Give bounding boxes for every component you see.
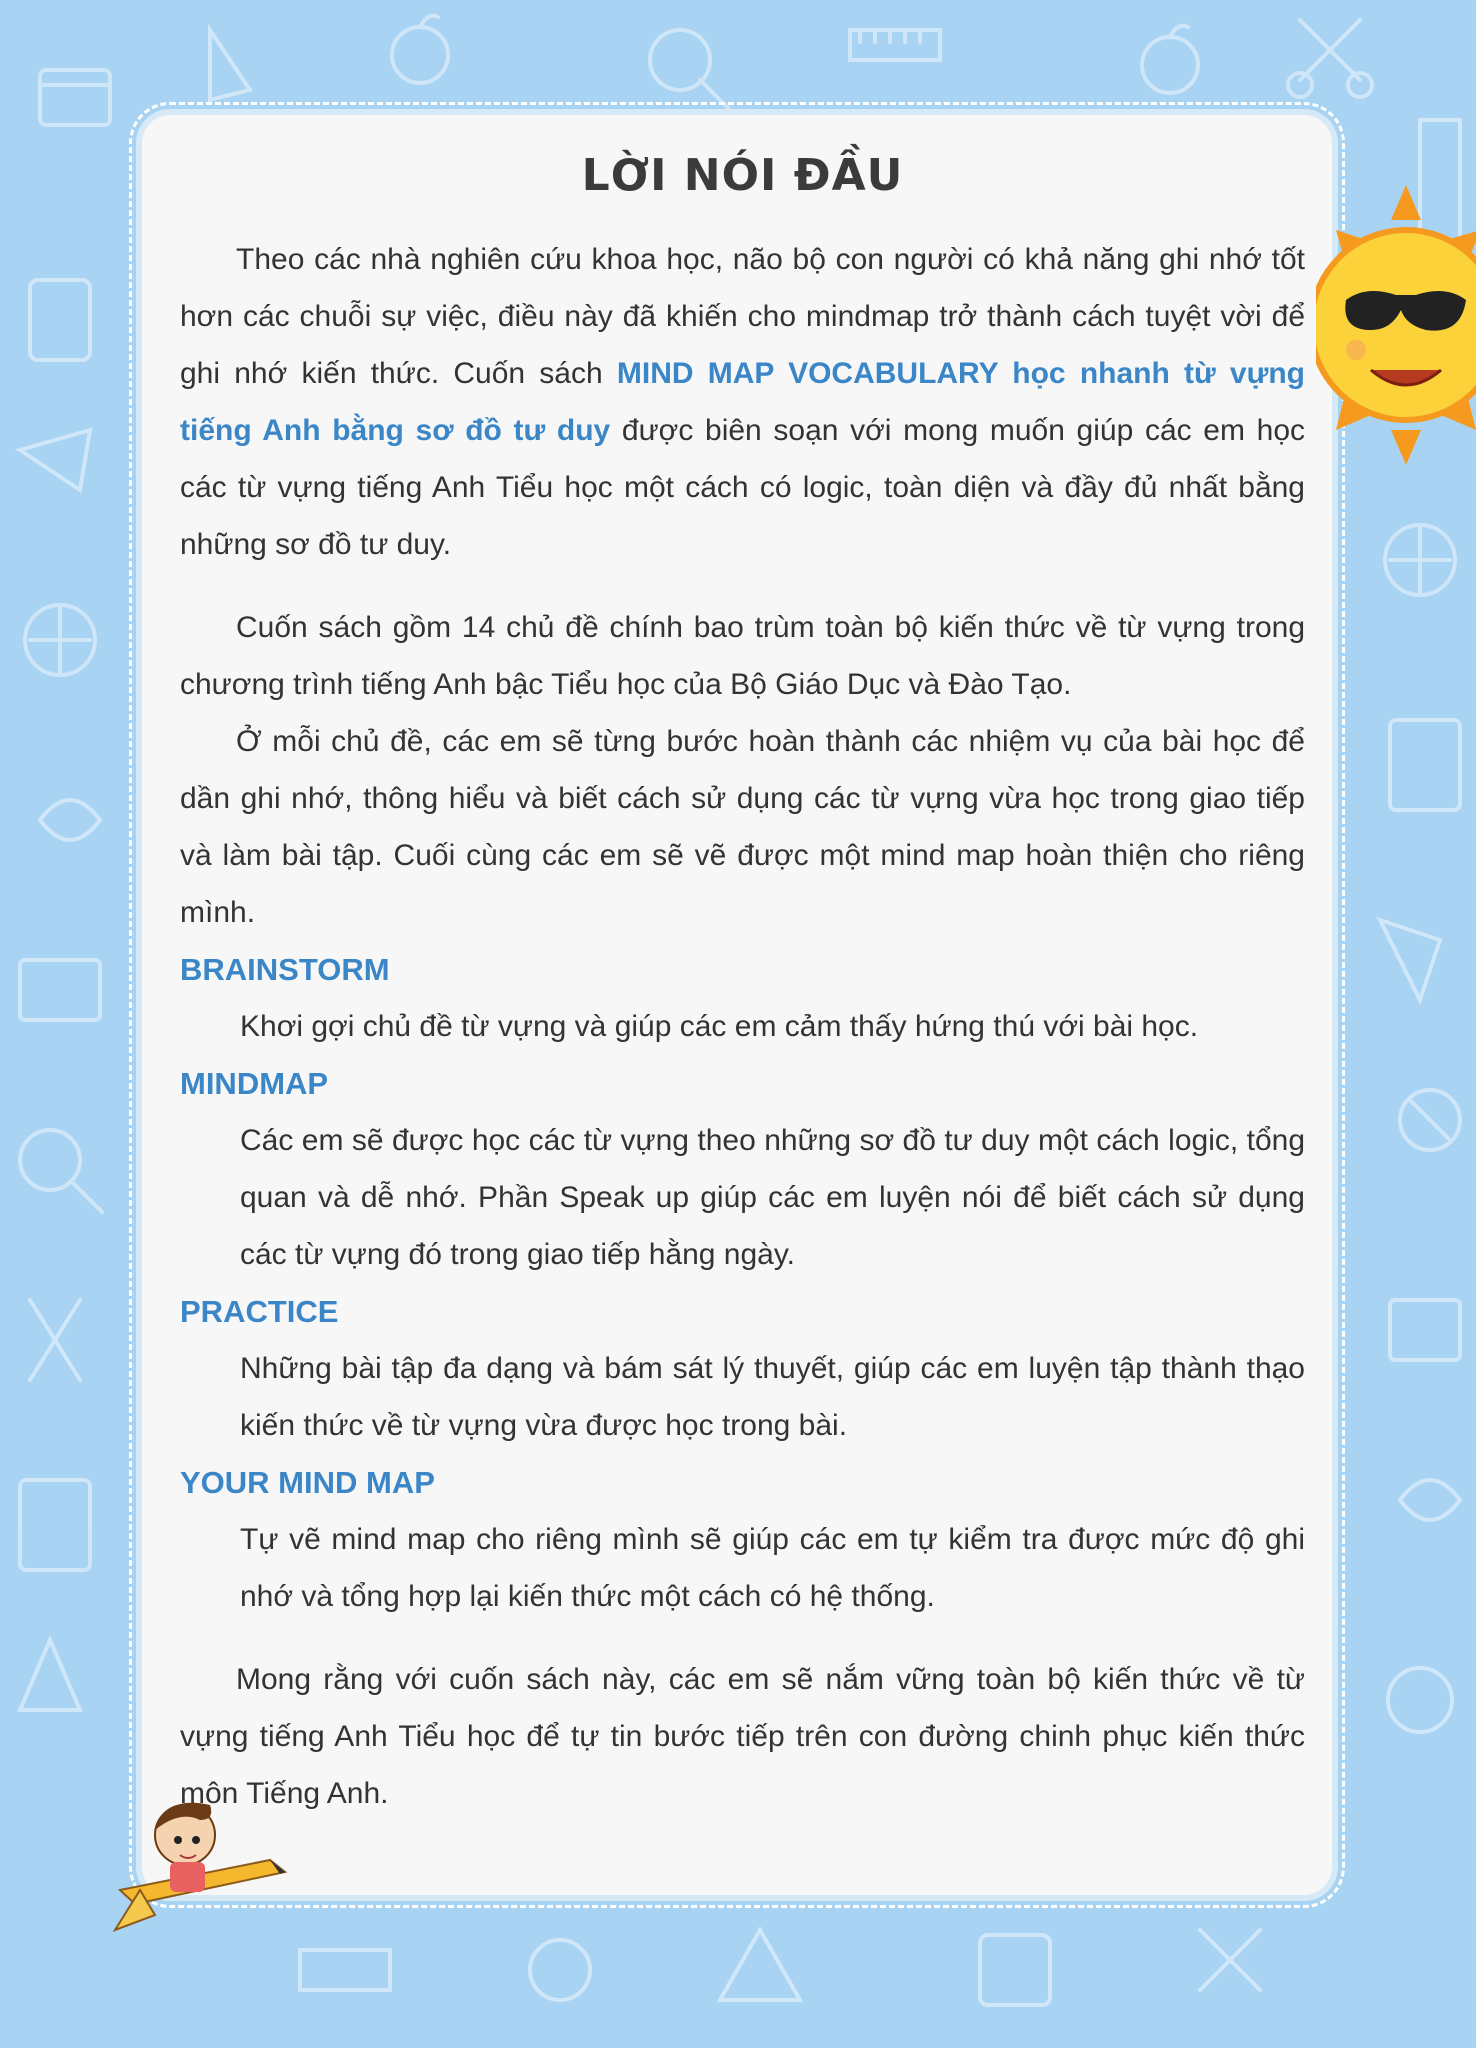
section-text-your-mind-map: Tự vẽ mind map cho riêng mình sẽ giúp các em tự kiểm tra được mức độ ghi nhớ và tổng hợp lại kiến thức một cách có hệ thống. bbox=[240, 1523, 1305, 1613]
intro-text-start: Theo các nhà nghiên cứu khoa học, não bộ con người có khả năng ghi nhớ tốt hơn các chuỗi sự việc, điều này đã khiến cho mindmap trở thành cách tuyệt vời để ghi nhớ kiến thức. Cuốn sách bbox=[180, 243, 1305, 390]
intro-paragraph bbox=[180, 231, 1305, 573]
section-heading-mindmap: MINDMAP bbox=[180, 1066, 329, 1101]
preface-content bbox=[180, 150, 1305, 1822]
topics-paragraph: Ở mỗi chủ đề, các em sẽ từng bước hoàn thành các nhiệm vụ của bài học để dần ghi nhớ, thông hiểu và biết cách sử dụng các từ vựng vừa học trong giao tiếp và làm bài tập. Cuối cùng các em sẽ vẽ được một mind map hoàn thiện cho riêng mình. bbox=[180, 725, 1305, 929]
sun-with-sunglasses bbox=[1316, 180, 1476, 470]
section-heading-brainstorm: BRAINSTORM bbox=[180, 952, 390, 987]
section-heading-your-mind-map: YOUR MIND MAP bbox=[180, 1465, 435, 1500]
intro-text-end: được biên soạn với mong muốn giúp các em học các từ vựng tiếng Anh Tiểu học một cách có logic, toàn diện và đầy đủ nhất bằng những sơ đồ tư duy. bbox=[180, 414, 1306, 561]
book-title-highlight: MIND MAP VOCABULARY học nhanh từ vựng tiếng Anh bằng sơ đồ tư duy bbox=[180, 357, 1305, 447]
overview-paragraph: Cuốn sách gồm 14 chủ đề chính bao trùm toàn bộ kiến thức về từ vựng trong chương trình tiếng Anh bậc Tiểu học của Bộ Giáo Dục và Đào Tạo. bbox=[180, 611, 1305, 701]
section-text-practice: Những bài tập đa dạng và bám sát lý thuyết, giúp các em luyện tập thành thạo kiến thức về từ vựng vừa được học trong bài. bbox=[240, 1352, 1305, 1442]
page-title: LỜI NÓI ĐẦU bbox=[581, 150, 904, 201]
closing-paragraph: Mong rằng với cuốn sách này, các em sẽ nắm vững toàn bộ kiến thức về từ vựng tiếng Anh Tiểu học để tự tin bước tiếp trên con đường chinh phục kiến thức môn Tiếng Anh. bbox=[180, 1663, 1305, 1810]
section-heading-practice: PRACTICE bbox=[180, 1294, 339, 1329]
section-text-mindmap: Các em sẽ được học các từ vựng theo những sơ đồ tư duy một cách logic, tổng quan và dễ nhớ. Phần Speak up giúp các em luyện nói để biết cách sử dụng các từ vựng đó trong giao tiếp hằng ngày. bbox=[240, 1124, 1305, 1271]
section-text-brainstorm: Khơi gợi chủ đề từ vựng và giúp các em cảm thấy hứng thú với bài học. bbox=[240, 1010, 1199, 1043]
